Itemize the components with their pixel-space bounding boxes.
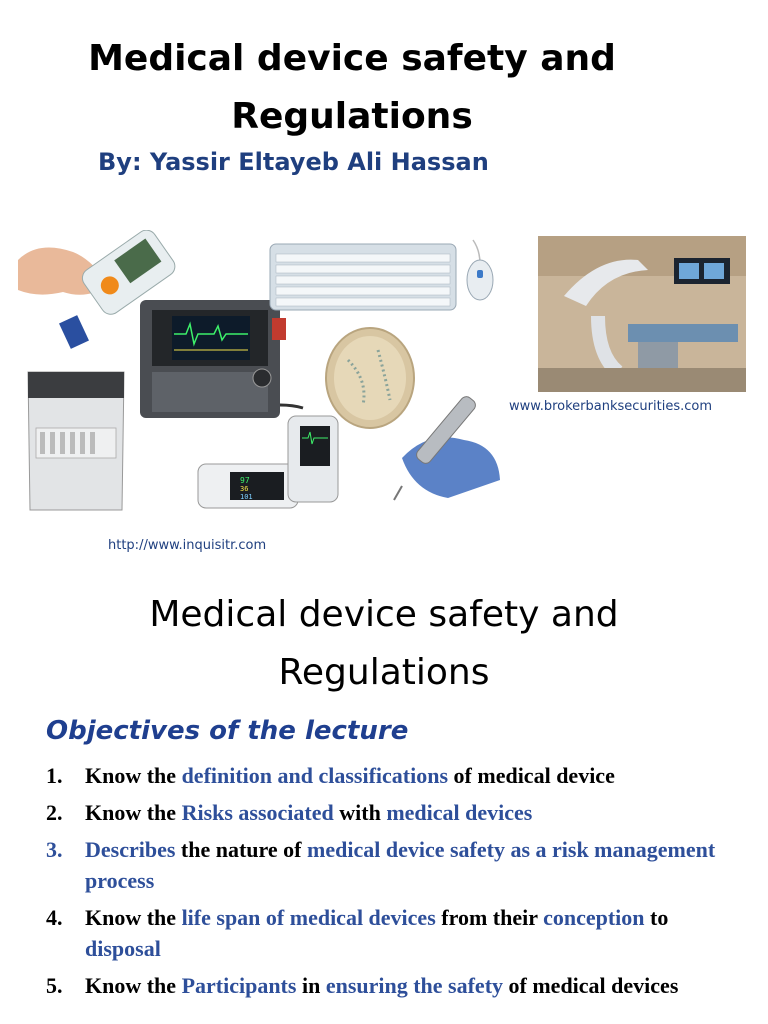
slide1-title xyxy=(0,30,704,146)
objective-number: 4. xyxy=(46,905,63,930)
keyboard-image xyxy=(270,240,493,310)
objective-highlight-text: conception xyxy=(543,905,645,930)
objective-text: to xyxy=(644,905,669,930)
objective-text: Know the xyxy=(85,800,182,825)
objective-number: 1. xyxy=(46,763,63,788)
objective-highlight-text: Describes xyxy=(85,837,176,862)
analyzer-image xyxy=(28,372,124,510)
objective-item xyxy=(46,970,736,1001)
objective-item xyxy=(46,797,736,828)
defibrillator-image xyxy=(140,300,303,418)
objective-text: in xyxy=(296,973,326,998)
medical-devices-collage xyxy=(18,230,508,520)
objective-text: the nature of xyxy=(175,837,308,862)
objective-highlight-text: Participants xyxy=(181,973,297,998)
objective-item xyxy=(46,760,736,791)
objective-highlight-text: medical devices xyxy=(386,800,533,825)
slide2-title-line1: Medical device safety and xyxy=(149,594,619,635)
slide1-title-line1: Medical device safety and xyxy=(88,38,616,79)
slide2-title xyxy=(0,586,768,702)
operating-room-image xyxy=(538,236,746,392)
objective-highlight-text: Risks associated xyxy=(181,800,334,825)
image-credit-right: www.brokerbanksecurities.com xyxy=(509,399,712,414)
author-line: By: Yassir Eltayeb Ali Hassan xyxy=(98,148,489,176)
objective-highlight-text: definition and classifications xyxy=(181,763,449,788)
objective-text: from their xyxy=(435,905,544,930)
objective-highlight-text: ensuring the safety xyxy=(325,973,504,998)
slide2-title-line2: Regulations xyxy=(278,652,490,693)
objective-text: of medical devices xyxy=(503,973,679,998)
monitor1-mid-readout: 36 xyxy=(240,485,249,493)
objective-text: Know the xyxy=(85,973,182,998)
image-credit-left: http://www.inquisitr.com xyxy=(108,538,267,553)
petri-dish-image xyxy=(326,328,414,428)
objectives-list xyxy=(46,760,736,1007)
monitor1-bottom-readout: 101 xyxy=(240,493,253,501)
objective-text: Know the xyxy=(85,905,182,930)
monitor1-top-readout: 97 xyxy=(240,476,250,485)
objective-text: Know the xyxy=(85,763,182,788)
objective-number: 2. xyxy=(46,800,63,825)
objective-highlight-text: disposal xyxy=(85,936,161,961)
objective-text: with xyxy=(333,800,387,825)
objective-item xyxy=(46,902,736,964)
objective-highlight-text: medical device safety as a risk management process xyxy=(85,837,716,893)
objective-highlight-text: life span of medical devices xyxy=(181,905,436,930)
objective-number: 5. xyxy=(46,973,63,998)
patient-monitor-image xyxy=(198,416,338,508)
objective-item xyxy=(46,834,736,896)
slide1-title-line2: Regulations xyxy=(231,96,473,137)
objective-number: 3. xyxy=(46,837,63,862)
objective-text: of medical device xyxy=(448,763,615,788)
objectives-heading: Objectives of the lecture xyxy=(46,716,409,746)
gloved-hand-injector-image xyxy=(394,394,500,500)
